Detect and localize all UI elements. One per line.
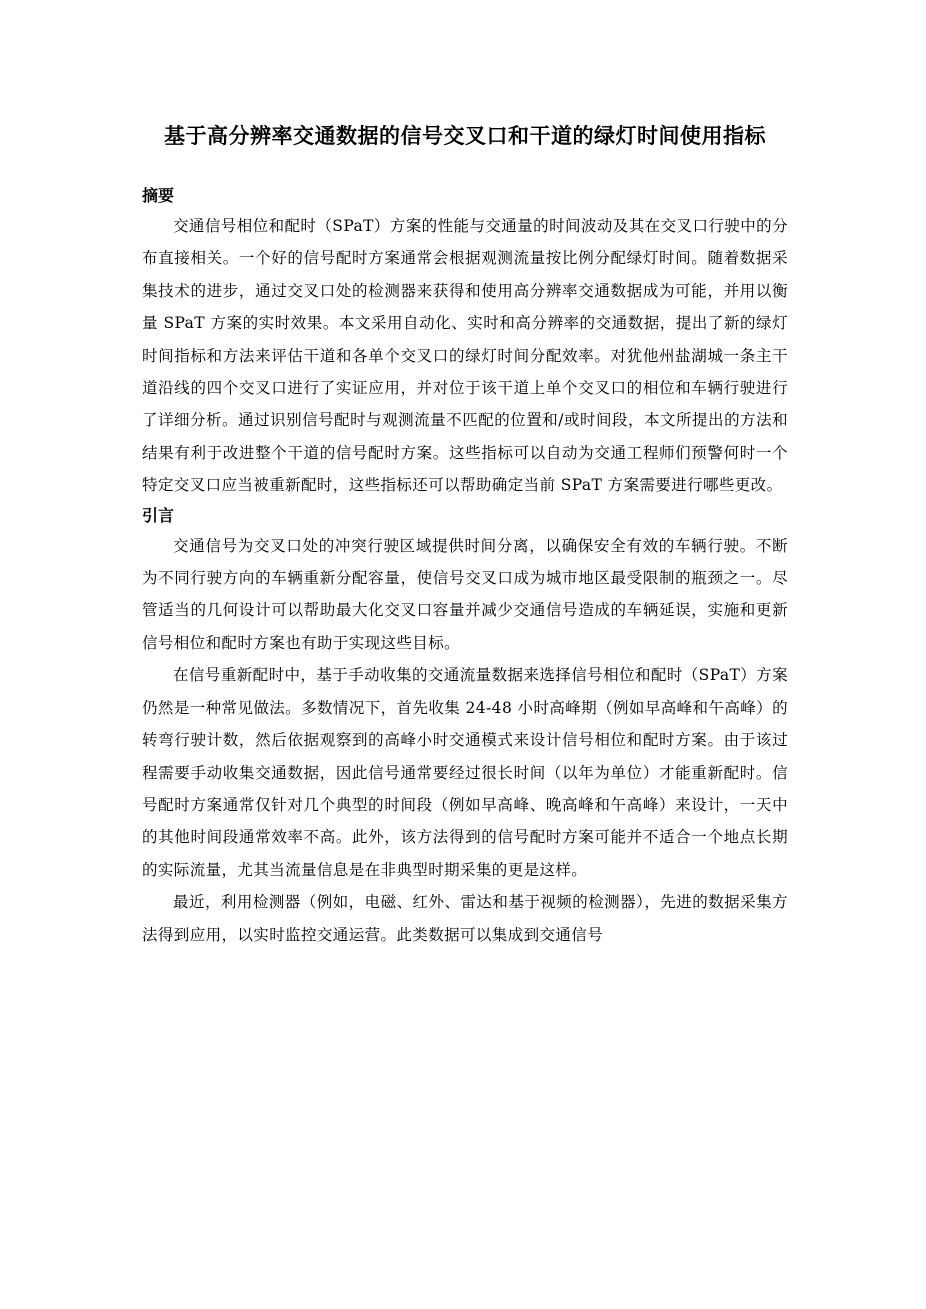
abstract-paragraph: 交通信号相位和配时（SPaT）方案的性能与交通量的时间波动及其在交叉口行驶中的分布直接相关。一个好的信号配时方案通常会根据观测流量按比例分配绿灯时间。随着数据采集技术的进步，通过交叉口处的检测器来获得和使用高分辨率交通数据成为可能，并用以衡量 SPaT 方案的实时效果。本文采用自动化、实时和高分辨率的交通数据，提出了新的绿灯时间指标和方法来评估干道和各单个交叉口的绿灯时间分配效率。对犹他州盐湖城一条主干道沿线的四个交叉口进行了实证应用，并对位于该干道上单个交叉口的相位和车辆行驶进行了详细分析。通过识别信号配时与观测流量不匹配的位置和/或时间段，本文所提出的方法和结果有利于改进整个干道的信号配时方案。这些指标可以自动为交通工程师们预警何时一个特定交叉口应当被重新配时，这些指标还可以帮助确定当前 SPaT 方案需要进行哪些更改。 (142, 217, 788, 495)
introduction-paragraph-1: 交通信号为交叉口处的冲突行驶区域提供时间分离，以确保安全有效的车辆行驶。不断为不同行驶方向的车辆重新分配容量，使信号交叉口成为城市地区最受限制的瓶颈之一。尽管适当的几何设计可以帮助最大化交叉口容量并减少交通信号造成的车辆延误，实施和更新信号相位和配时方案也有助于实现这些目标。 (142, 536, 788, 652)
abstract-heading: 摘要 (142, 186, 175, 205)
introduction-paragraph-3: 最近，利用检测器（例如，电磁、红外、雷达和基于视频的检测器），先进的数据采集方法得到应用，以实时监控交通运营。此类数据可以集成到交通信号 (142, 893, 788, 944)
paper-title: 基于高分辨率交通数据的信号交叉口和干道的绿灯时间使用指标 (164, 124, 766, 148)
introduction-paragraph-2: 在信号重新配时中，基于手动收集的交通流量数据来选择信号相位和配时（SPaT）方案仍然是一种常见做法。多数情况下，首先收集 24-48 小时高峰期（例如早高峰和午高峰）的转弯行驶计数，然后依据观察到的高峰小时交通模式来设计信号相位和配时方案。由于该过程需要手动收集交通数据，因此信号通常要经过很长时间（以年为单位）才能重新配时。信号配时方案通常仅针对几个典型的时间段（例如早高峰、晚高峰和午高峰）来设计，一天中的其他时间段通常效率不高。此外，该方法得到的信号配时方案可能并不适合一个地点长期的实际流量，尤其当流量信息是在非典型时期采集的更是这样。 (142, 666, 788, 879)
introduction-heading: 引言 (142, 505, 175, 525)
document-page (142, 112, 788, 951)
